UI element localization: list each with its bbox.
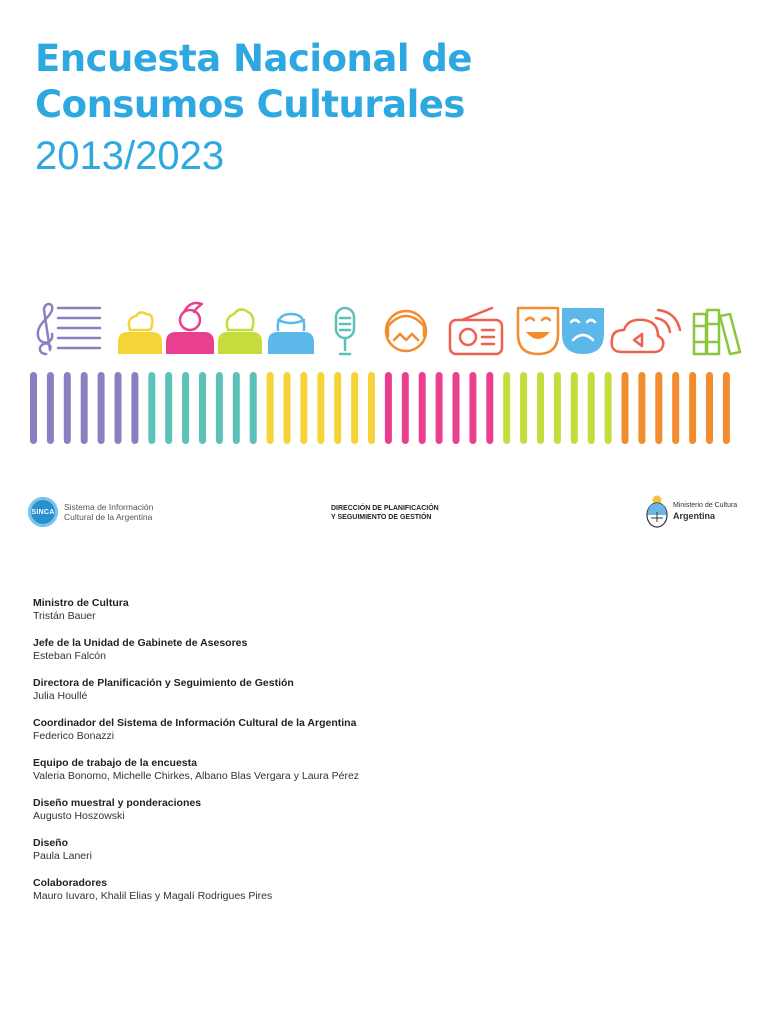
color-bar — [554, 372, 561, 444]
color-bar — [115, 372, 122, 444]
color-bar — [165, 372, 172, 444]
color-bar — [64, 372, 71, 444]
headphones-icon — [386, 311, 426, 351]
credit-entry — [33, 877, 359, 903]
credit-name: Esteban Falcón — [33, 650, 106, 662]
sinca-logo — [28, 497, 153, 527]
color-bar — [689, 372, 696, 444]
credit-entry — [33, 757, 359, 783]
music-notes-icon — [38, 304, 100, 354]
color-bar — [402, 372, 409, 444]
culture-icons-row — [26, 296, 746, 362]
color-bar — [300, 372, 307, 444]
theater-mask-sad-icon — [562, 308, 604, 354]
credit-role: Colaboradores — [33, 877, 108, 889]
color-bar — [605, 372, 612, 444]
sinca-line-1: Sistema de Información — [64, 502, 154, 512]
color-bar — [486, 372, 493, 444]
microphone-icon — [336, 308, 354, 354]
color-bar — [131, 372, 138, 444]
color-bar — [588, 372, 595, 444]
color-bar — [199, 372, 206, 444]
radio-icon — [450, 308, 502, 354]
credit-entry — [33, 597, 359, 623]
title-block — [35, 36, 472, 182]
title-line-2: Consumos Culturales — [35, 83, 465, 126]
coat-of-arms-icon — [645, 494, 669, 528]
books-icon — [694, 310, 740, 354]
credit-name: Paula Laneri — [33, 850, 92, 862]
color-bar — [368, 372, 375, 444]
ministerio-line-1: Ministerio de Cultura — [673, 502, 738, 509]
color-bar — [571, 372, 578, 444]
credit-role: Jefe de la Unidad de Gabinete de Asesores — [33, 637, 248, 649]
sinca-mark: SINCA — [28, 497, 58, 527]
color-bar — [47, 372, 54, 444]
color-bar — [419, 372, 426, 444]
color-bar — [250, 372, 257, 444]
color-bar — [469, 372, 476, 444]
credit-entry — [33, 797, 359, 823]
color-bar — [148, 372, 155, 444]
direccion-line-1: DIRECCIÓN DE PLANIFICACIÓN — [331, 505, 439, 512]
ministerio-line-2: Argentina — [673, 511, 716, 521]
color-bar — [655, 372, 662, 444]
color-bar — [723, 372, 730, 444]
color-bar — [453, 372, 460, 444]
color-bar — [436, 372, 443, 444]
color-bar — [317, 372, 324, 444]
color-bar — [267, 372, 274, 444]
credit-name: Mauro Iuvaro, Khalil Elias y Magalí Rodrigues Pires — [33, 890, 273, 902]
color-bar — [672, 372, 679, 444]
credit-name: Tristán Bauer — [33, 610, 96, 622]
color-bars — [26, 370, 742, 446]
color-bar — [334, 372, 341, 444]
credit-role: Diseño — [33, 837, 69, 849]
color-bar — [622, 372, 629, 444]
color-bar — [216, 372, 223, 444]
credit-entry — [33, 637, 359, 663]
ministerio-logo — [645, 494, 737, 528]
direccion-line-2: Y SEGUIMIENTO DE GESTIÓN — [331, 514, 432, 521]
credit-name: Augusto Hoszowski — [33, 810, 125, 822]
credit-entry — [33, 717, 359, 743]
credit-entry — [33, 677, 359, 703]
title-years: 2013/2023 — [35, 134, 225, 178]
cloud-sound-icon — [612, 310, 680, 352]
person-yellow-icon — [118, 312, 162, 354]
color-bar — [233, 372, 240, 444]
credit-role: Coordinador del Sistema de Información Cultural de la Argentina — [33, 717, 357, 729]
color-bar — [520, 372, 527, 444]
color-bar — [182, 372, 189, 444]
person-pink-icon — [166, 303, 214, 354]
color-bar — [385, 372, 392, 444]
color-bar — [98, 372, 105, 444]
color-bar — [30, 372, 37, 444]
person-green-icon — [218, 309, 262, 354]
color-bar — [284, 372, 291, 444]
color-bar — [503, 372, 510, 444]
person-blue-icon — [268, 314, 314, 354]
credit-role: Equipo de trabajo de la encuesta — [33, 757, 197, 769]
credit-entry — [33, 837, 359, 863]
credit-role: Directora de Planificación y Seguimiento de Gestión — [33, 677, 294, 689]
credit-role: Diseño muestral y ponderaciones — [33, 797, 202, 809]
credit-name: Julia Houllé — [33, 690, 88, 702]
direccion-logo — [331, 504, 439, 522]
color-bar — [706, 372, 713, 444]
credit-name: Valeria Bonomo, Michelle Chirkes, Albano Blas Vergara y Laura Pérez — [33, 770, 360, 782]
color-bar — [537, 372, 544, 444]
color-bar — [638, 372, 645, 444]
credit-name: Federico Bonazzi — [33, 730, 115, 742]
color-bar — [81, 372, 88, 444]
credit-role: Ministro de Cultura — [33, 597, 129, 609]
sinca-line-2: Cultural de la Argentina — [64, 512, 153, 522]
title-line-1: Encuesta Nacional de — [35, 37, 472, 80]
color-bar — [351, 372, 358, 444]
theater-mask-happy-icon — [518, 308, 558, 354]
credits-list — [33, 597, 359, 917]
